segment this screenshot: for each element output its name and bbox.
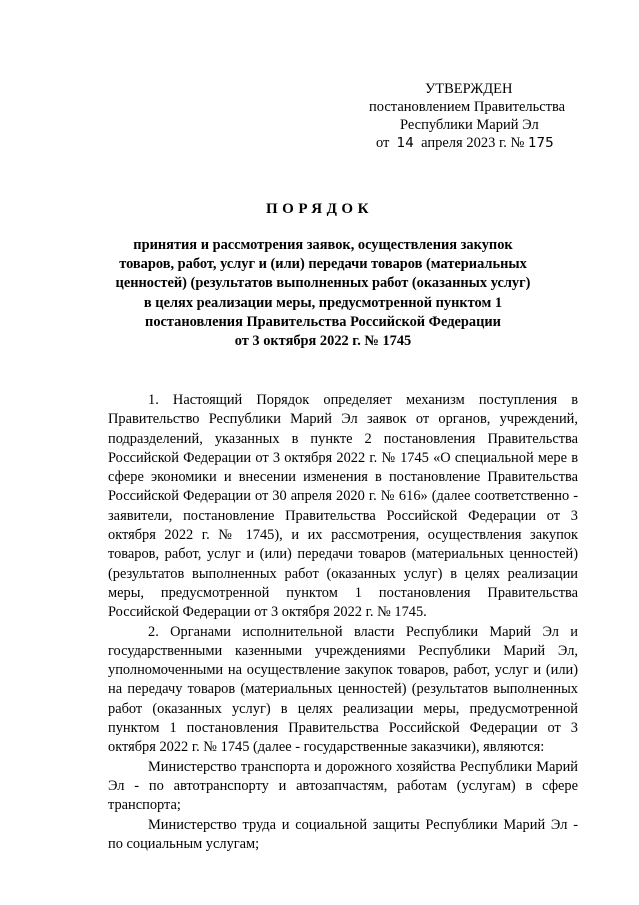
paragraph-3: Министерство транспорта и дорожного хозяйства Республики Марий Эл - по автотранспорту и автозапчастям, работам (услугам) в сфере транспорта;	[108, 758, 578, 814]
subtitle-line: постановления Правительства Российской Федерации	[145, 313, 501, 330]
subtitle-line: от 3 октября 2022 г. № 1745	[234, 333, 412, 350]
approval-date-day: 14	[396, 135, 414, 151]
approval-heading: УТВЕРЖДЕН	[425, 81, 513, 97]
approval-stamp	[369, 80, 616, 152]
document-body	[108, 391, 578, 854]
paragraph-4: Министерство труда и социальной защиты Республики Марий Эл - по социальным услугам;	[108, 816, 578, 852]
approval-date-prefix: от	[376, 135, 390, 151]
subtitle-line: товаров, работ, услуг и (или) передачи товаров (материальных	[119, 256, 527, 273]
paragraph-1: 1. Настоящий Порядок определяет механизм поступления в Правительство Республики Марий Эл заявок от органов, учреждений, подразделений, указанных в пункте 2 постановления Правительства Российской Федерации от 3 октября 2022 г. № 1745 «О специальной мере в сфере экономики и внесении изменения в постановление Правительства Российской Федерации от 30 апреля 2020 г. № 616» (далее соответственно - заявители, постановление Правительства Российской Федерации от 3 октября 2022 г. № 1745), и их рассмотрения, осуществления закупок товаров, работ, услуг и (или) передачи товаров (материальных ценностей) (результатов выполненных работ (оказанных услуг) в целях реализации меры, предусмотренной пунктом 1 постановления Правительства Российской Федерации от 3 октября 2022 г. № 1745.	[108, 392, 578, 621]
subtitle-line: ценностей) (результатов выполненных работ (оказанных услуг)	[115, 275, 531, 292]
approval-line-1: постановлением Правительства	[369, 99, 566, 115]
subtitle-line: в целях реализации меры, предусмотренной пунктом 1	[143, 294, 503, 311]
document-subtitle	[115, 236, 531, 351]
approval-date-number: 175	[527, 135, 554, 151]
document-title: ПОРЯДОК	[266, 201, 373, 217]
subtitle-line: принятия и рассмотрения заявок, осуществления закупок	[133, 237, 513, 253]
paragraph-2: 2. Органами исполнительной власти Республики Марий Эл и государственными казенными учреждениями Республики Марий Эл, уполномоченными на осуществление закупок товаров, работ, услуг и (или) на передачу товаров (материальных ценностей) (результатов выполненных работ (оказанных услуг) в целях реализации меры, предусмотренной пунктом 1 постановления Правительства Российской Федерации от 3 октября 2022 г. № 1745 (далее - государственные заказчики), являются:	[108, 623, 578, 756]
approval-date-rest: апреля 2023 г. №	[421, 135, 525, 151]
approval-date	[376, 134, 616, 152]
approval-line-2: Республики Марий Эл	[400, 117, 539, 133]
